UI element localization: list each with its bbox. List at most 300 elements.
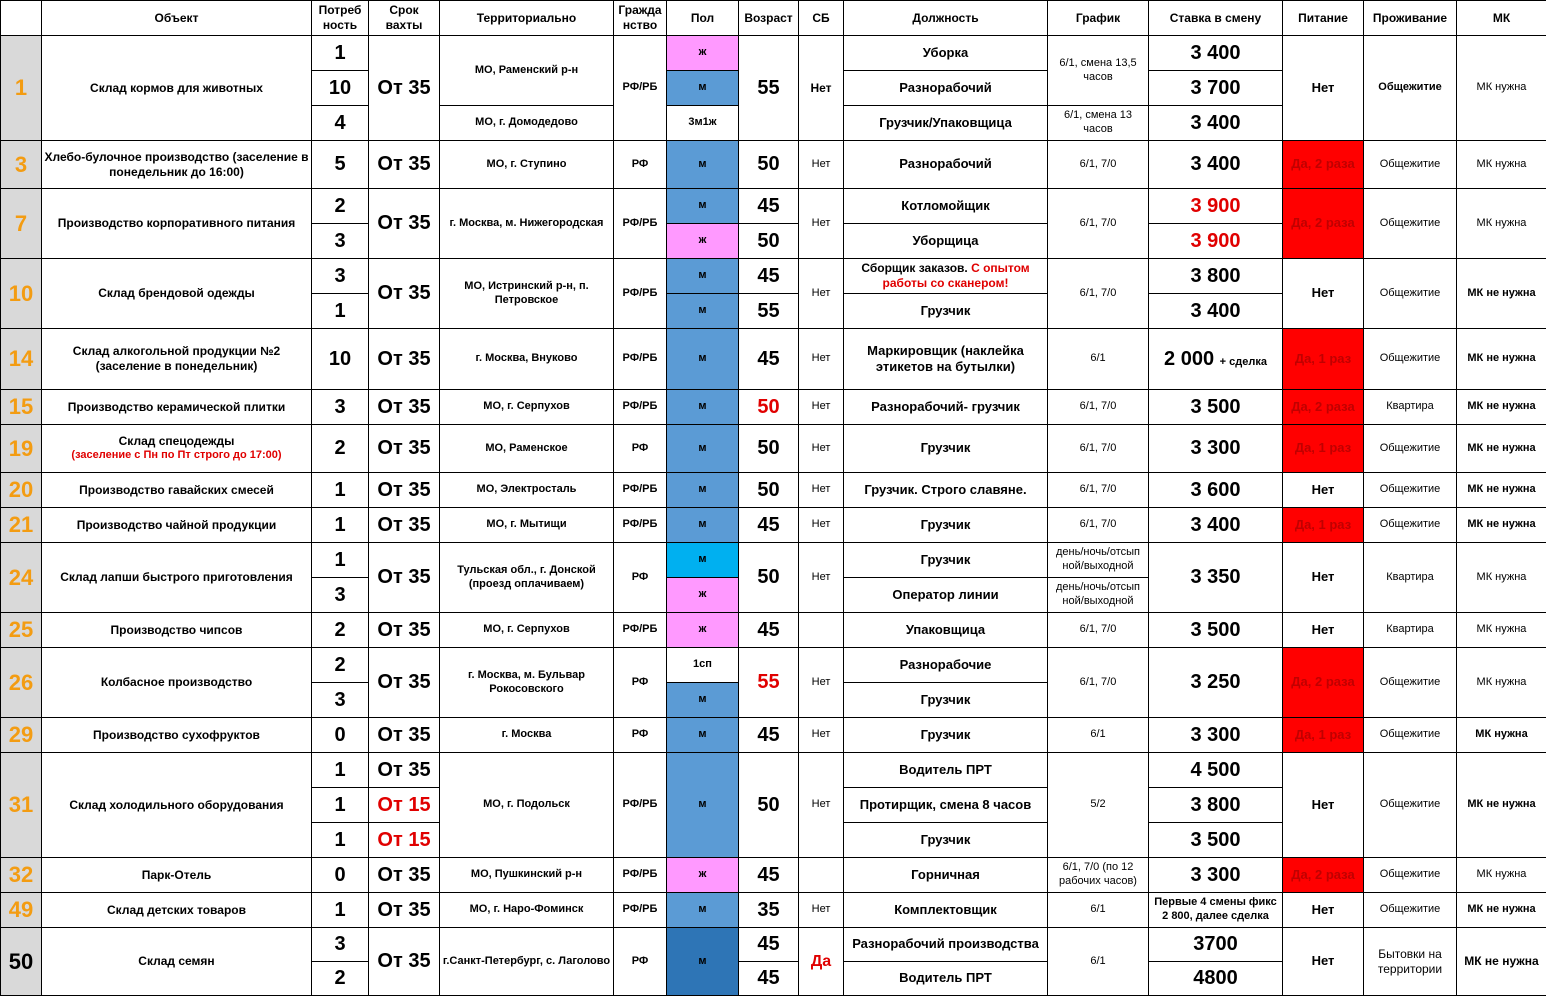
food: Да, 2 раза [1283,648,1364,718]
sex-badge: м [667,473,739,508]
header-object: Объект [42,1,312,36]
age: 45 [739,928,799,962]
table-row [1,189,1546,224]
location: МО, г. Серпухов [440,613,614,648]
housing: Общежитие [1364,425,1457,473]
age: 50 [739,473,799,508]
location: МО, г. Ступино [440,141,614,189]
object-name: Производство гавайских смесей [42,473,312,508]
rate: 3 400 [1149,294,1283,329]
term: От 35 [369,189,440,259]
object-name: Производство корпоративного питания [42,189,312,259]
need-count: 1 [312,294,369,329]
object-name: Колбасное производство [42,648,312,718]
schedule: 6/1, смена 13,5 часов [1048,36,1149,106]
rate: 3 300 [1149,425,1283,473]
mk-status: МК нужна [1457,189,1546,259]
header-schedule: График [1048,1,1149,36]
rate: 3 300 [1149,858,1283,893]
citizenship: РФ/РБ [614,390,667,425]
position: Разнорабочий- грузчик [844,390,1048,425]
table-row [1,329,1546,390]
schedule: 6/1 [1048,329,1149,390]
row-index: 15 [1,390,42,425]
food: Да, 1 раз [1283,425,1364,473]
object-name: Склад алкогольной продукции №2 (заселение в понедельник) [42,329,312,390]
citizenship: РФ [614,718,667,753]
housing: Бытовки на территории [1364,928,1457,996]
age: 50 [739,753,799,858]
rate: 3700 [1149,928,1283,962]
object-name: Производство чипсов [42,613,312,648]
schedule: день/ночь/отсып ной/выходной [1048,543,1149,578]
schedule: 6/1, 7/0 (по 12 рабочих часов) [1048,858,1149,893]
age: 55 [739,648,799,718]
rate: 3 250 [1149,648,1283,718]
position: Грузчик [844,543,1048,578]
sb-value: Да [799,928,844,996]
citizenship: РФ/РБ [614,189,667,259]
schedule: 6/1 [1048,893,1149,928]
object-name [42,425,312,473]
row-index: 26 [1,648,42,718]
food: Да, 2 раза [1283,141,1364,189]
food: Да, 2 раза [1283,858,1364,893]
rate: 4800 [1149,962,1283,996]
term: От 35 [369,753,440,788]
table-row [1,425,1546,473]
table-row [1,473,1546,508]
citizenship: РФ/РБ [614,858,667,893]
header-location: Территориально [440,1,614,36]
table-row [1,718,1546,753]
object-name: Склад брендовой одежды [42,259,312,329]
row-index: 24 [1,543,42,613]
housing: Квартира [1364,543,1457,613]
term: От 15 [369,823,440,858]
housing: Квартира [1364,390,1457,425]
location: г. Москва, м. Бульвар Рокосовского [440,648,614,718]
need-count: 2 [312,648,369,683]
citizenship: РФ [614,648,667,718]
sex-badge: м [667,259,739,294]
age: 50 [739,425,799,473]
age: 50 [739,543,799,613]
object-name: Склад лапши быстрого приготовления [42,543,312,613]
need-count: 0 [312,718,369,753]
mk-status: МК нужна [1457,141,1546,189]
sex-badge: м [667,71,739,106]
location: МО, Электросталь [440,473,614,508]
table-row [1,390,1546,425]
table-row [1,928,1546,962]
housing: Общежитие [1364,648,1457,718]
mk-status: МК нужна [1457,718,1546,753]
mk-status: МК не нужна [1457,508,1546,543]
term: От 35 [369,425,440,473]
sb-value [799,613,844,648]
housing: Общежитие [1364,508,1457,543]
housing: Общежитие [1364,189,1457,259]
need-count: 3 [312,683,369,718]
rate: 3 500 [1149,823,1283,858]
age: 45 [739,189,799,224]
need-count: 3 [312,928,369,962]
housing: Квартира [1364,613,1457,648]
mk-status: МК не нужна [1457,329,1546,390]
sb-value: Нет [799,390,844,425]
need-count: 3 [312,578,369,613]
header-term: Срок вахты [369,1,440,36]
term: От 35 [369,508,440,543]
food: Нет [1283,893,1364,928]
row-index: 1 [1,36,42,141]
need-count: 1 [312,788,369,823]
rate: 3 350 [1149,543,1283,613]
mk-status: МК нужна [1457,648,1546,718]
sex-badge: ж [667,36,739,71]
citizenship: РФ [614,928,667,996]
mk-status: МК не нужна [1457,473,1546,508]
position: Котломойщик [844,189,1048,224]
rate: 3 600 [1149,473,1283,508]
position: Грузчик [844,823,1048,858]
row-index: 19 [1,425,42,473]
term: От 35 [369,543,440,613]
food: Нет [1283,473,1364,508]
citizenship: РФ/РБ [614,36,667,141]
food: Нет [1283,36,1364,141]
age: 50 [739,224,799,259]
rate [1149,329,1283,390]
header-sb: СБ [799,1,844,36]
need-count: 1 [312,823,369,858]
food: Нет [1283,753,1364,858]
location: МО, Пушкинский р-н [440,858,614,893]
table-row [1,508,1546,543]
rate: 3 900 [1149,224,1283,259]
sex-badge: м [667,189,739,224]
term: От 35 [369,648,440,718]
need-count: 1 [312,36,369,71]
row-index: 7 [1,189,42,259]
food: Нет [1283,928,1364,996]
location: МО, Истринский р-н, п. Петровское [440,259,614,329]
food: Да, 1 раз [1283,508,1364,543]
schedule: 6/1, 7/0 [1048,648,1149,718]
age: 45 [739,718,799,753]
object-name: Хлебо-булочное производство (заселение в понедельник до 16:00) [42,141,312,189]
term: От 35 [369,893,440,928]
rate: 4 500 [1149,753,1283,788]
sex-badge: м [667,329,739,390]
rate: 3 400 [1149,106,1283,141]
header-index [1,1,42,36]
need-count: 2 [312,189,369,224]
sex-badge: м [667,508,739,543]
sb-value: Нет [799,508,844,543]
mk-status: МК не нужна [1457,893,1546,928]
location: МО, Раменское [440,425,614,473]
object-name: Склад семян [42,928,312,996]
housing: Общежитие [1364,858,1457,893]
position: Грузчик. Строго славяне. [844,473,1048,508]
schedule: 6/1, 7/0 [1048,259,1149,329]
term: От 35 [369,390,440,425]
mk-status: МК нужна [1457,613,1546,648]
housing: Общежитие [1364,718,1457,753]
rate: 3 500 [1149,390,1283,425]
sex-badge: ж [667,224,739,259]
object-name: Производство керамической плитки [42,390,312,425]
term: От 15 [369,788,440,823]
position: Уборка [844,36,1048,71]
citizenship: РФ/РБ [614,473,667,508]
housing: Общежитие [1364,473,1457,508]
header-need: Потреб ность [312,1,369,36]
sb-value: Нет [799,753,844,858]
need-count: 2 [312,962,369,996]
position: Грузчик [844,683,1048,718]
location: МО, г. Серпухов [440,390,614,425]
citizenship: РФ/РБ [614,613,667,648]
term: От 35 [369,928,440,996]
food: Да, 1 раз [1283,718,1364,753]
object-name: Склад кормов для животных [42,36,312,141]
schedule: 6/1, смена 13 часов [1048,106,1149,141]
table-row [1,613,1546,648]
food: Да, 2 раза [1283,189,1364,259]
sex-badge: м [667,425,739,473]
table-row [1,893,1546,928]
row-index: 20 [1,473,42,508]
age: 45 [739,613,799,648]
row-index: 25 [1,613,42,648]
age: 45 [739,329,799,390]
row-index: 10 [1,259,42,329]
position-note: С опытом работы со сканером! [882,261,1030,290]
mk-status: МК не нужна [1457,425,1546,473]
term: От 35 [369,329,440,390]
citizenship: РФ/РБ [614,893,667,928]
age: 45 [739,259,799,294]
sex-badge: ж [667,578,739,613]
term: От 35 [369,718,440,753]
sex-badge: ж [667,613,739,648]
rate: 3 300 [1149,718,1283,753]
sex-badge: 1сп [667,648,739,683]
sex-badge: м [667,753,739,858]
position: Грузчик [844,508,1048,543]
citizenship: РФ [614,425,667,473]
need-count: 1 [312,543,369,578]
mk-status: МК не нужна [1457,390,1546,425]
position: Грузчик/Упаковщица [844,106,1048,141]
housing: Общежитие [1364,259,1457,329]
position: Грузчик [844,718,1048,753]
sb-value: Нет [799,648,844,718]
position: Упаковщица [844,613,1048,648]
sb-value: Нет [799,259,844,329]
rate-suffix: + сделка [1219,355,1267,368]
term: От 35 [369,36,440,141]
position: Разнорабочий производства [844,928,1048,962]
object-note: (заселение с Пн по Пт строго до 17:00) [71,449,282,462]
housing: Общежитие [1364,893,1457,928]
sb-value: Нет [799,425,844,473]
object-name: Парк-Отель [42,858,312,893]
need-count: 0 [312,858,369,893]
citizenship: РФ/РБ [614,508,667,543]
age: 55 [739,36,799,141]
position: Комплектовщик [844,893,1048,928]
schedule: 6/1, 7/0 [1048,189,1149,259]
table-row [1,36,1546,71]
mk-status: МК не нужна [1457,259,1546,329]
header-citizenship: Гражда нство [614,1,667,36]
header-mk: МК [1457,1,1546,36]
need-count: 4 [312,106,369,141]
row-index: 29 [1,718,42,753]
table-row [1,753,1546,788]
location: г.Санкт-Петербург, с. Лаголово [440,928,614,996]
sex-badge: м [667,718,739,753]
citizenship: РФ [614,543,667,613]
citizenship: РФ/РБ [614,329,667,390]
position: Разнорабочие [844,648,1048,683]
sb-value: Нет [799,543,844,613]
need-count: 2 [312,425,369,473]
table-row [1,259,1546,294]
need-count: 3 [312,224,369,259]
position: Водитель ПРТ [844,962,1048,996]
age: 50 [739,390,799,425]
need-count: 1 [312,893,369,928]
position: Водитель ПРТ [844,753,1048,788]
rate: 3 500 [1149,613,1283,648]
sex-badge: м [667,683,739,718]
mk-status: МК нужна [1457,36,1546,141]
rate: 3 800 [1149,259,1283,294]
food: Нет [1283,613,1364,648]
position [844,259,1048,294]
schedule: 6/1, 7/0 [1048,508,1149,543]
citizenship: РФ/РБ [614,259,667,329]
location: МО, г. Домодедово [440,106,614,141]
sex-badge: ж [667,858,739,893]
row-index: 3 [1,141,42,189]
table-row [1,858,1546,893]
sb-value: Нет [799,141,844,189]
food: Нет [1283,543,1364,613]
row-index: 50 [1,928,42,996]
term: От 35 [369,259,440,329]
location: г. Москва, Внуково [440,329,614,390]
location: МО, г. Мытищи [440,508,614,543]
position: Уборщица [844,224,1048,259]
object-title: Склад спецодежды [118,434,235,449]
location: г. Москва, м. Нижегородская [440,189,614,259]
sb-value: Нет [799,718,844,753]
header-food: Питание [1283,1,1364,36]
housing: Общежитие [1364,141,1457,189]
sex-badge: м [667,543,739,578]
row-index: 32 [1,858,42,893]
sb-value: Нет [799,329,844,390]
position: Маркировщик (наклейка этикетов на бутылки) [844,329,1048,390]
header-row [1,1,1546,36]
sex-badge: м [667,141,739,189]
table-row [1,141,1546,189]
location: МО, г. Подольск [440,753,614,858]
position: Грузчик [844,294,1048,329]
schedule: 5/2 [1048,753,1149,858]
age: 55 [739,294,799,329]
table-row [1,543,1546,578]
position: Горничная [844,858,1048,893]
need-count: 5 [312,141,369,189]
age: 50 [739,141,799,189]
need-count: 3 [312,390,369,425]
position: Грузчик [844,425,1048,473]
rate: 3 700 [1149,71,1283,106]
mk-status: МК не нужна [1457,928,1546,996]
sb-value [799,858,844,893]
need-count: 1 [312,473,369,508]
need-count: 10 [312,71,369,106]
need-count: 1 [312,753,369,788]
position: Разнорабочий [844,141,1048,189]
location: Тульская обл., г. Донской (проезд оплачиваем) [440,543,614,613]
row-index: 49 [1,893,42,928]
housing: Общежитие [1364,753,1457,858]
table-row [1,648,1546,683]
object-name: Склад детских товаров [42,893,312,928]
age: 45 [739,858,799,893]
sex-badge: м [667,893,739,928]
object-name: Производство сухофруктов [42,718,312,753]
schedule: 6/1, 7/0 [1048,390,1149,425]
citizenship: РФ/РБ [614,753,667,858]
sex-badge: 3м1ж [667,106,739,141]
sex-badge: м [667,390,739,425]
food: Да, 2 раза [1283,390,1364,425]
age: 45 [739,508,799,543]
schedule: 6/1, 7/0 [1048,141,1149,189]
need-count: 3 [312,259,369,294]
sb-value: Нет [799,893,844,928]
rate: 3 400 [1149,36,1283,71]
header-sex: Пол [667,1,739,36]
mk-status: МК нужна [1457,543,1546,613]
sb-value: Нет [799,473,844,508]
mk-status: МК нужна [1457,858,1546,893]
position-title: Сборщик заказов. [861,261,968,275]
position: Разнорабочий [844,71,1048,106]
housing: Общежитие [1364,329,1457,390]
need-count: 1 [312,508,369,543]
schedule: день/ночь/отсып ной/выходной [1048,578,1149,613]
row-index: 14 [1,329,42,390]
object-name: Производство чайной продукции [42,508,312,543]
age: 35 [739,893,799,928]
need-count: 2 [312,613,369,648]
term: От 35 [369,613,440,648]
schedule: 6/1, 7/0 [1048,613,1149,648]
row-index: 31 [1,753,42,858]
rate: 3 900 [1149,189,1283,224]
rate: 3 800 [1149,788,1283,823]
